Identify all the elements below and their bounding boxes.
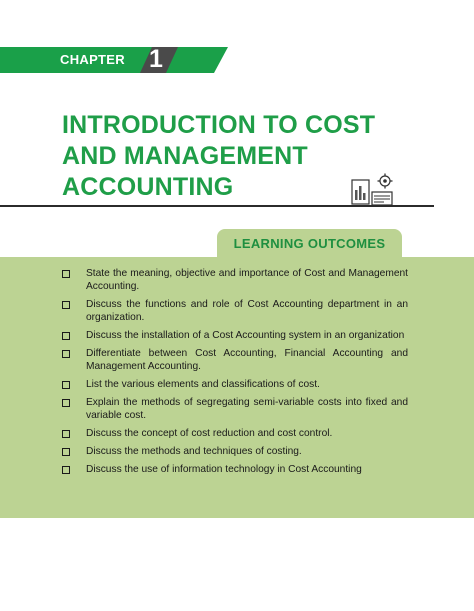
chapter-label: CHAPTER [60, 52, 125, 67]
square-bullet-icon [62, 466, 70, 474]
outcome-text: Discuss the use of information technology in Cost Accounting [86, 464, 362, 475]
square-bullet-icon [62, 350, 70, 358]
list-item [0, 427, 474, 440]
chapter-number: 1 [149, 45, 163, 73]
learning-outcomes-tab [217, 229, 402, 258]
list-item [0, 267, 474, 293]
outcome-text: Discuss the functions and role of Cost Accounting department in an organization. [86, 299, 408, 323]
list-item [0, 329, 474, 342]
outcome-text: Discuss the installation of a Cost Accounting system in an organization [86, 330, 405, 341]
list-item [0, 298, 474, 324]
list-item [0, 378, 474, 391]
square-bullet-icon [62, 332, 70, 340]
list-item [0, 463, 474, 476]
document-chart-gear-icon [350, 172, 396, 208]
title-line-3: ACCOUNTING [62, 173, 234, 201]
list-item [0, 445, 474, 458]
square-bullet-icon [62, 448, 70, 456]
title-divider [0, 205, 434, 207]
outcome-text: Explain the methods of segregating semi-variable costs into fixed and variable cost. [86, 397, 408, 421]
outcome-text: State the meaning, objective and importance of Cost and Management Accounting. [86, 268, 408, 292]
square-bullet-icon [62, 301, 70, 309]
title-line-1: INTRODUCTION TO COST [62, 111, 376, 139]
square-bullet-icon [62, 381, 70, 389]
outcome-text: Discuss the concept of cost reduction and cost control. [86, 428, 333, 439]
outcome-text: Differentiate between Cost Accounting, Financial Accounting and Management Accounting. [86, 348, 408, 372]
square-bullet-icon [62, 430, 70, 438]
learning-outcomes-list [0, 267, 474, 481]
square-bullet-icon [62, 399, 70, 407]
square-bullet-icon [62, 270, 70, 278]
learning-outcomes-heading: LEARNING OUTCOMES [233, 236, 386, 251]
outcome-text: List the various elements and classifications of cost. [86, 379, 320, 390]
outcome-text: Discuss the methods and techniques of costing. [86, 446, 302, 457]
list-item [0, 396, 474, 422]
title-line-2: AND MANAGEMENT [62, 142, 308, 170]
list-item [0, 347, 474, 373]
